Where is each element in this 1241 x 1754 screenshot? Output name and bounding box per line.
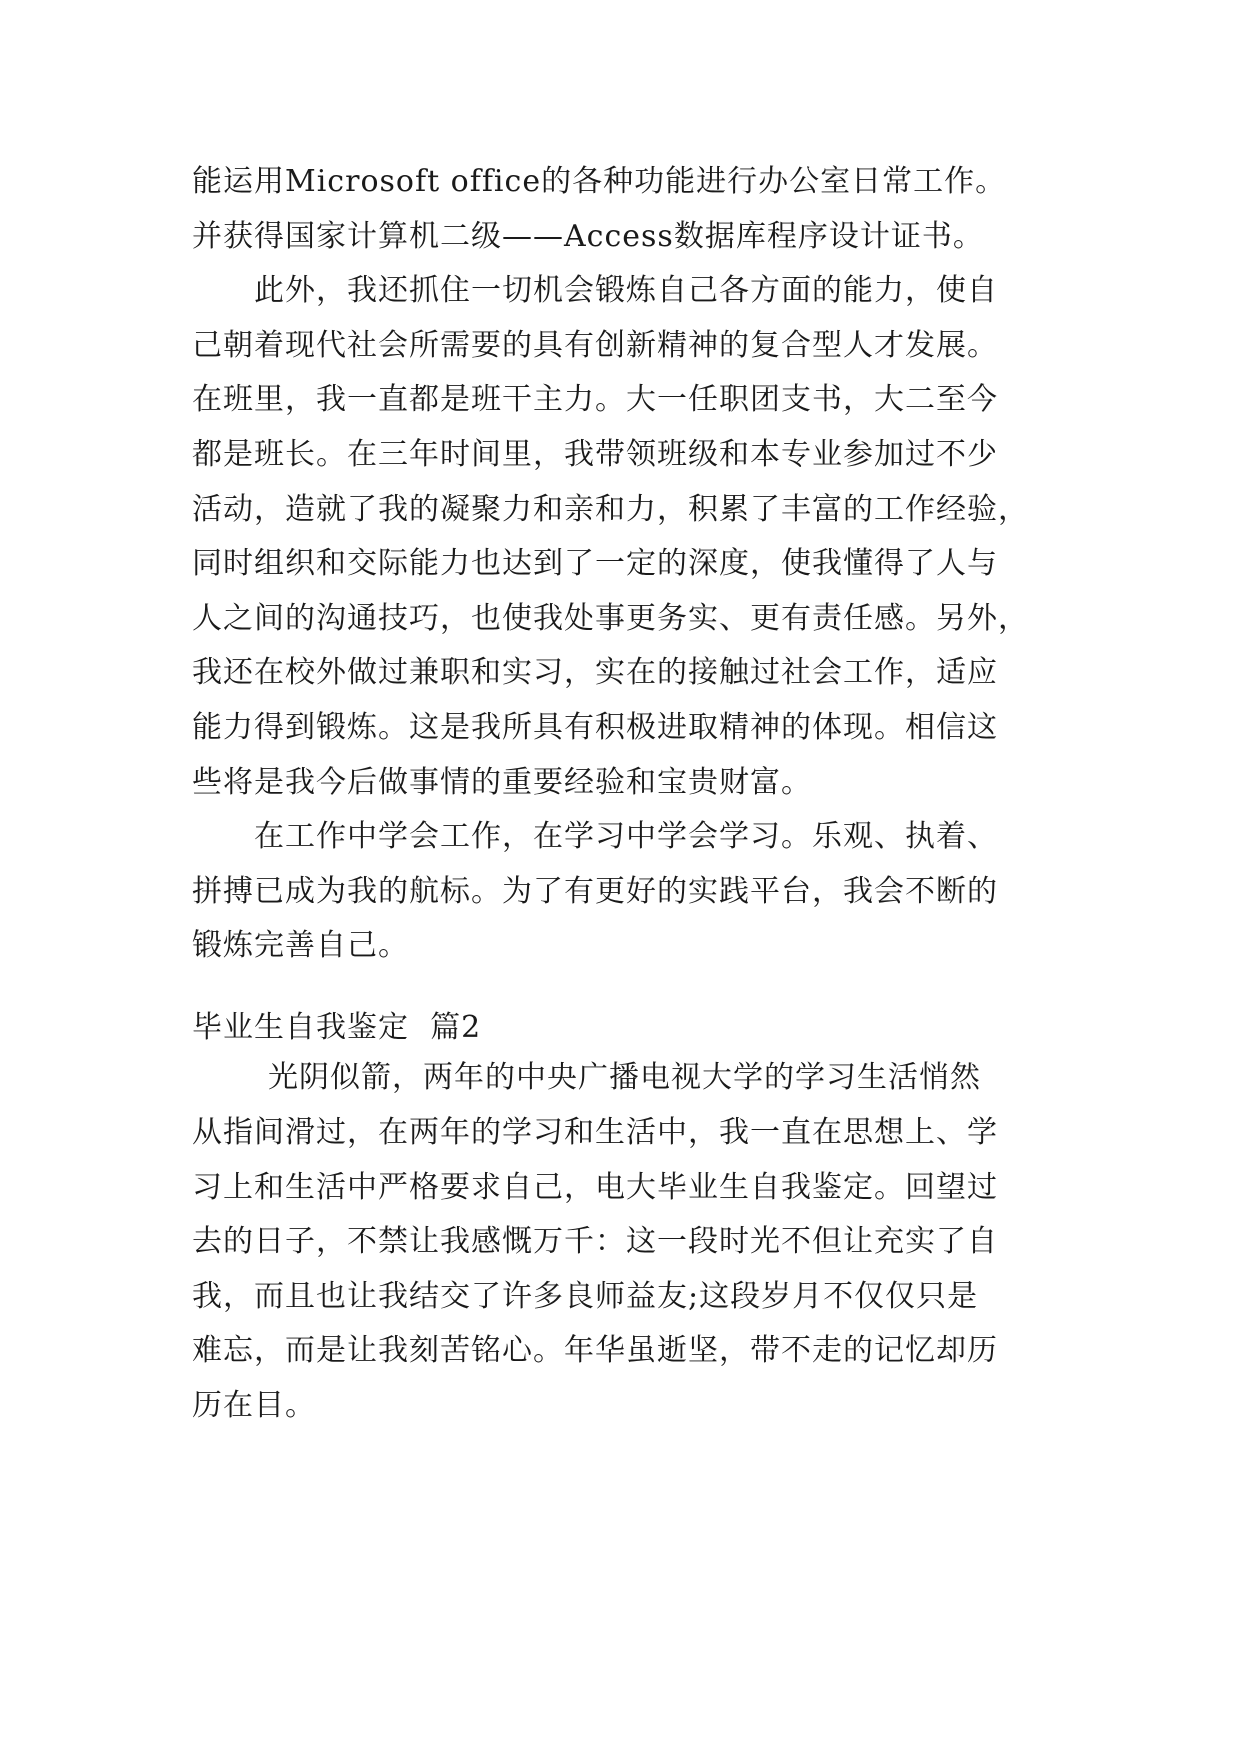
paragraph-line: 此外，我还抓住一切机会锻炼自己各方面的能力，使自 xyxy=(254,273,998,309)
paragraph-line: 在班里，我一直都是班干主力。大一任职团支书，大二至今 xyxy=(192,382,998,418)
paragraph-line: 能运用Microsoft office的各种功能进行办公室日常工作。 xyxy=(192,164,1007,199)
paragraph-line: 能力得到锻炼。这是我所具有积极进取精神的体现。相信这 xyxy=(192,709,998,745)
paragraph-line: 在工作中学会工作，在学习中学会学习。乐观、执着、 xyxy=(254,819,998,855)
paragraph-3 xyxy=(192,817,1062,966)
paragraph-line: 习上和生活中严格要求自己，电大毕业生自我鉴定。回望过 xyxy=(192,1169,998,1205)
paragraph-line: 锻炼完善自己。 xyxy=(192,928,409,964)
paragraph-1 xyxy=(192,162,1062,257)
paragraph-2 xyxy=(192,271,1062,802)
paragraph-line: 活动，造就了我的凝聚力和亲和力，积累了丰富的工作经验， xyxy=(192,491,1029,527)
paragraph-line: 光阴似箭，两年的中央广播电视大学的学习生活悄然 xyxy=(268,1060,981,1096)
paragraph-line: 些将是我今后做事情的重要经验和宝贵财富。 xyxy=(192,764,812,800)
paragraph-line: 己朝着现代社会所需要的具有创新精神的复合型人才发展。 xyxy=(192,327,998,363)
paragraph-line: 难忘，而是让我刻苦铭心。年华虽逝坚，带不走的记忆却历 xyxy=(192,1333,998,1369)
paragraph-line: 我，而且也让我结交了许多良师益友;这段岁月不仅仅只是 xyxy=(192,1278,979,1314)
paragraph-4 xyxy=(192,1058,1062,1426)
paragraph-line: 同时组织和交际能力也达到了一定的深度，使我懂得了人与 xyxy=(192,546,998,582)
paragraph-line: 拼搏已成为我的航标。为了有更好的实践平台，我会不断的 xyxy=(192,873,998,909)
paragraph-line: 我还在校外做过兼职和实习，实在的接触过社会工作，适应 xyxy=(192,655,998,691)
paragraph-line: 去的日子，不禁让我感慨万千：这一段时光不但让充实了自 xyxy=(192,1224,998,1260)
paragraph-line: 都是班长。在三年时间里，我带领班级和本专业参加过不少 xyxy=(192,436,998,472)
paragraph-line: 并获得国家计算机二级——Access数据库程序设计证书。 xyxy=(192,218,984,254)
section-heading: 毕业生自我鉴定 篇2 xyxy=(192,1010,482,1046)
document-body xyxy=(192,162,1062,1440)
paragraph-line: 人之间的沟通技巧，也使我处事更务实、更有责任感。另外， xyxy=(192,600,1029,636)
paragraph-line: 从指间滑过，在两年的学习和生活中，我一直在思想上、学 xyxy=(192,1114,998,1150)
paragraph-line: 历在目。 xyxy=(192,1387,316,1423)
